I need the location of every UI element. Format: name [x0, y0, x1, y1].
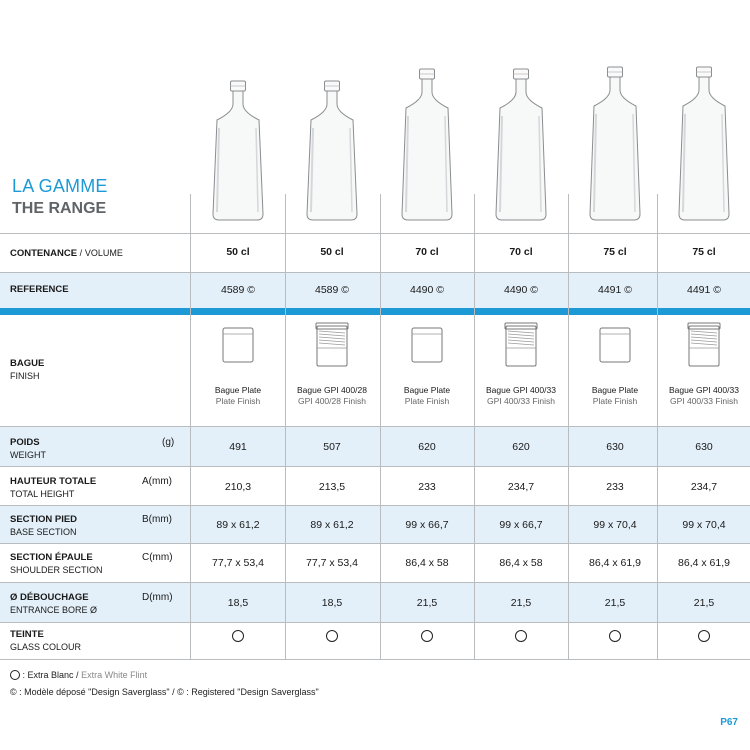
weight-cell: 491: [229, 441, 247, 453]
bottle-image: [203, 80, 273, 222]
finish-name-fr: Bague GPI 400/33: [486, 385, 556, 395]
finish-name-fr: Bague GPI 400/33: [669, 385, 739, 395]
finish-name-en: Plate Finish: [215, 396, 261, 406]
table-top-rule: [0, 233, 750, 234]
page-number: P67: [720, 717, 738, 728]
weight-cell: 630: [606, 441, 624, 453]
finish-name-en: Plate Finish: [592, 396, 638, 406]
rule: [0, 505, 750, 506]
bore-cell: 21,5: [416, 597, 438, 609]
shoulder-cell: 86,4 x 58: [499, 557, 543, 569]
copyright-note: © : Modèle déposé "Design Saverglass" / © : Registered "Design Saverglass": [10, 687, 319, 697]
base-cell: 89 x 61,2: [216, 519, 260, 531]
bottle-image: [297, 80, 367, 222]
height-cell: 233: [418, 481, 436, 493]
base-cell: 89 x 61,2: [310, 519, 354, 531]
table-bottom-rule: [0, 659, 750, 660]
weight-cell: 620: [512, 441, 530, 453]
height-cell: 234,7: [507, 481, 535, 493]
threaded-finish-icon: [684, 322, 724, 370]
weight-cell: 507: [323, 441, 341, 453]
weight-label: POIDS WEIGHT: [10, 437, 46, 460]
bore-unit: D(mm): [142, 592, 173, 603]
threaded-finish-icon: [501, 322, 541, 370]
threaded-finish-icon: [312, 322, 352, 370]
height-cell: 210,3: [224, 481, 252, 493]
finish-name-en: Plate Finish: [404, 396, 450, 406]
shoulder-unit: C(mm): [142, 552, 173, 563]
rule: [0, 543, 750, 544]
reference-cell: 4490 ©: [503, 284, 538, 296]
shoulder-cell: 77,7 x 53,4: [306, 557, 358, 569]
white-flint-circle-icon: [10, 670, 20, 680]
glass-colour-circle-icon: [421, 630, 433, 642]
column-divider: [474, 194, 475, 659]
rule: [0, 466, 750, 467]
finish-name-fr: Bague Plate: [403, 385, 451, 395]
plate-finish-icon: [595, 322, 635, 370]
column-divider: [380, 194, 381, 659]
base-cell: 99 x 66,7: [499, 519, 543, 531]
volume-label: CONTENANCE / VOLUME: [10, 248, 123, 259]
rule: [0, 622, 750, 623]
column-divider: [568, 194, 569, 659]
weight-cell: 620: [418, 441, 436, 453]
finish-name-en: GPI 400/28 Finish: [297, 396, 367, 406]
height-cell: 233: [606, 481, 624, 493]
glass-colour-circle-icon: [515, 630, 527, 642]
shoulder-cell: 86,4 x 61,9: [589, 557, 641, 569]
rule: [0, 582, 750, 583]
bore-cell: 18,5: [227, 597, 249, 609]
bottle-image: [486, 68, 556, 222]
bottle-image: [669, 66, 739, 222]
reference-label: REFERENCE: [10, 284, 69, 295]
shoulder-cell: 86,4 x 58: [405, 557, 449, 569]
base-label: SECTION PIED BASE SECTION: [10, 514, 78, 537]
finish-name-en: GPI 400/33 Finish: [486, 396, 556, 406]
plate-finish-icon: [407, 322, 447, 370]
finish-cell: [285, 385, 379, 407]
height-cell: 234,7: [690, 481, 718, 493]
plate-finish-icon: [218, 322, 258, 370]
reference-cell: 4589 ©: [314, 284, 349, 296]
column-divider: [285, 194, 286, 659]
finish-cell: [191, 385, 285, 407]
base-unit: B(mm): [142, 514, 172, 525]
shoulder-label: SECTION ÉPAULE SHOULDER SECTION: [10, 552, 103, 575]
height-unit: A(mm): [142, 476, 172, 487]
reference-cell: 4491 ©: [597, 284, 632, 296]
bottle-image: [392, 68, 462, 222]
height-cell: 213,5: [318, 481, 346, 493]
bore-label: Ø DÉBOUCHAGE ENTRANCE BORE Ø: [10, 592, 98, 615]
reference-blue-rule: [0, 308, 750, 315]
glass-colour-circle-icon: [232, 630, 244, 642]
bore-cell: 18,5: [321, 597, 343, 609]
finish-name-en: GPI 400/33 Finish: [669, 396, 739, 406]
range-title-fr: LA GAMME: [12, 176, 108, 196]
finish-label: BAGUE FINISH: [10, 358, 45, 381]
reference-cell: 4491 ©: [686, 284, 721, 296]
base-cell: 99 x 66,7: [405, 519, 449, 531]
rule: [0, 272, 750, 273]
rule: [0, 426, 750, 427]
finish-cell: [568, 385, 662, 407]
bore-cell: 21,5: [510, 597, 532, 609]
finish-name-fr: Bague Plate: [591, 385, 639, 395]
finish-name-fr: Bague GPI 400/28: [297, 385, 367, 395]
glass-colour-circle-icon: [698, 630, 710, 642]
shoulder-cell: 77,7 x 53,4: [212, 557, 264, 569]
volume-cell: 75 cl: [692, 246, 716, 258]
weight-cell: 630: [695, 441, 713, 453]
bottle-image: [580, 66, 650, 222]
range-title-en: THE RANGE: [12, 200, 107, 217]
legend-line: : Extra Blanc / Extra White Flint: [10, 670, 147, 680]
volume-cell: 50 cl: [320, 246, 344, 258]
height-label: HAUTEUR TOTALE TOTAL HEIGHT: [10, 476, 97, 499]
volume-cell: 50 cl: [226, 246, 250, 258]
bore-cell: 21,5: [693, 597, 715, 609]
base-cell: 99 x 70,4: [593, 519, 637, 531]
finish-cell: [474, 385, 568, 407]
volume-cell: 70 cl: [509, 246, 533, 258]
bore-cell: 21,5: [604, 597, 626, 609]
colour-label: TEINTE GLASS COLOUR: [10, 629, 82, 652]
column-divider: [190, 194, 191, 659]
column-divider: [657, 194, 658, 659]
shoulder-cell: 86,4 x 61,9: [678, 557, 730, 569]
finish-cell: [380, 385, 474, 407]
volume-cell: 70 cl: [415, 246, 439, 258]
weight-unit: (g): [162, 437, 175, 448]
finish-name-fr: Bague Plate: [214, 385, 262, 395]
volume-cell: 75 cl: [603, 246, 627, 258]
reference-cell: 4589 ©: [220, 284, 255, 296]
base-cell: 99 x 70,4: [682, 519, 726, 531]
finish-cell: [657, 385, 750, 407]
reference-cell: 4490 ©: [409, 284, 444, 296]
glass-colour-circle-icon: [609, 630, 621, 642]
glass-colour-circle-icon: [326, 630, 338, 642]
